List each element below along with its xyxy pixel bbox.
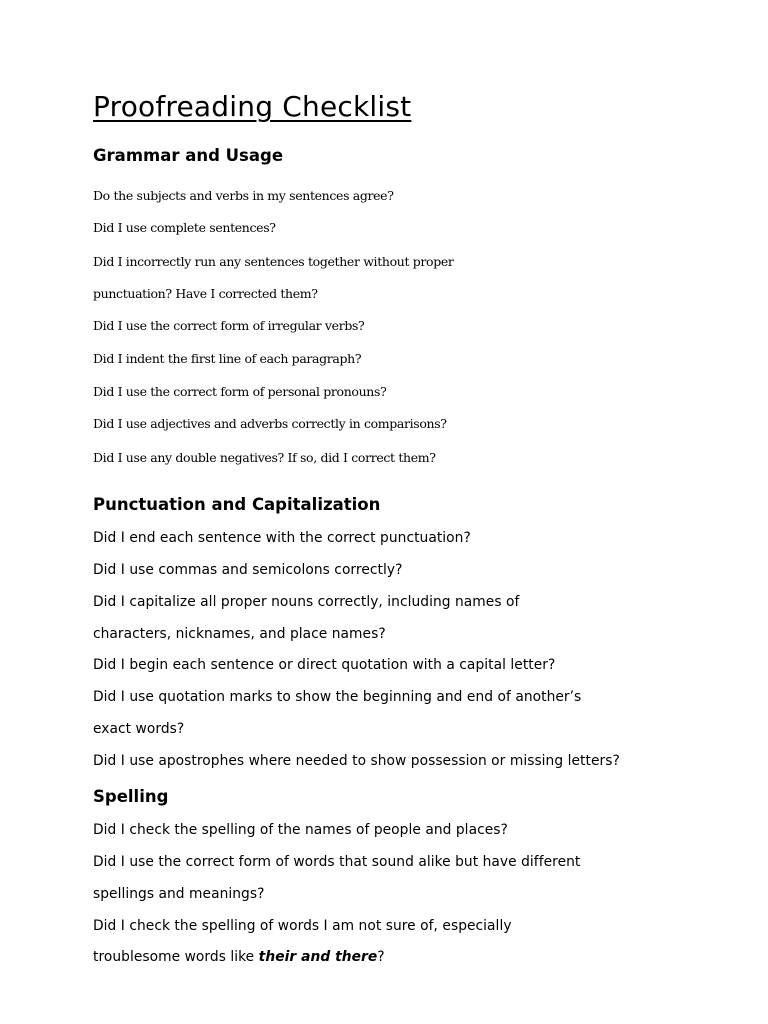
spelling-line-end: ?: [377, 949, 385, 965]
grammar-line: Did I use the correct form of personal pronouns?: [93, 384, 387, 399]
spelling-line: [93, 949, 385, 965]
grammar-line: Did I use any double negatives? If so, did I correct them?: [93, 450, 436, 465]
document-title: Proofreading Checklist: [93, 90, 412, 123]
punctuation-line: Did I end each sentence with the correct punctuation?: [93, 530, 471, 546]
spelling-line: spellings and meanings?: [93, 886, 265, 902]
grammar-section-heading: Grammar and Usage: [93, 146, 284, 165]
grammar-line: Did I incorrectly run any sentences together without proper: [93, 254, 454, 269]
grammar-line: Do the subjects and verbs in my sentences agree?: [93, 188, 394, 203]
punctuation-line: Did I use commas and semicolons correctly?: [93, 562, 403, 578]
punctuation-line: exact words?: [93, 721, 185, 737]
punctuation-line: Did I use quotation marks to show the beginning and end of another’s: [93, 689, 582, 705]
spelling-section-heading: Spelling: [93, 787, 169, 806]
spelling-line: Did I check the spelling of words I am not sure of, especially: [93, 918, 512, 934]
punctuation-line: Did I begin each sentence or direct quotation with a capital letter?: [93, 657, 556, 673]
spelling-line: Did I use the correct form of words that sound alike but have different: [93, 854, 581, 870]
punctuation-line: Did I capitalize all proper nouns correctly, including names of: [93, 594, 520, 610]
punctuation-line: Did I use apostrophes where needed to show possession or missing letters?: [93, 753, 620, 769]
grammar-line: Did I use adjectives and adverbs correctly in comparisons?: [93, 416, 447, 431]
spelling-line: Did I check the spelling of the names of people and places?: [93, 822, 508, 838]
grammar-line: Did I indent the first line of each paragraph?: [93, 351, 362, 366]
grammar-line: Did I use complete sentences?: [93, 220, 276, 235]
spelling-line-text: troublesome words like: [93, 949, 259, 965]
punctuation-section-heading: Punctuation and Capitalization: [93, 495, 381, 514]
punctuation-line: characters, nicknames, and place names?: [93, 626, 386, 642]
grammar-line: Did I use the correct form of irregular verbs?: [93, 318, 365, 333]
grammar-line: punctuation? Have I corrected them?: [93, 286, 318, 301]
emphasized-words: their and there: [258, 949, 378, 965]
